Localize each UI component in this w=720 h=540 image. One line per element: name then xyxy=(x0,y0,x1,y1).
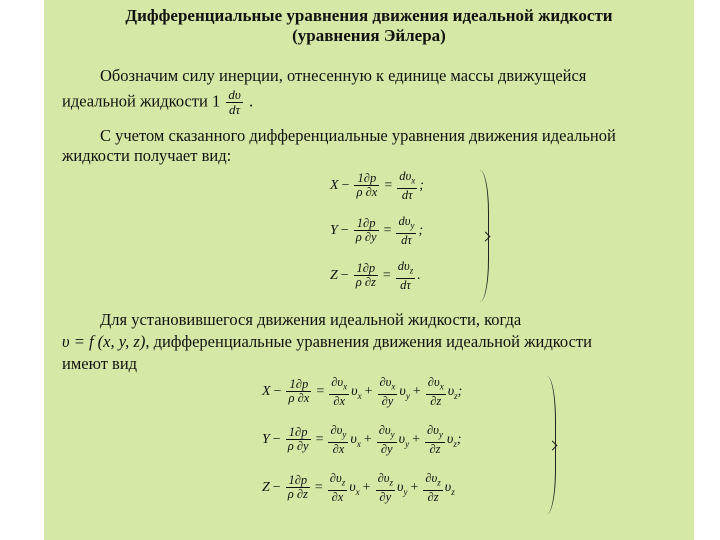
accel-num: $d\upsilon_y$ xyxy=(398,214,415,231)
euler-system-1 xyxy=(330,170,500,304)
inertia-frac-den: dτ xyxy=(229,102,241,117)
partial-derivative-den xyxy=(328,443,348,456)
equals-sign: = xyxy=(314,479,323,495)
grad-den: ρ ∂z xyxy=(287,487,308,502)
velocity-component: $\upsilon_y$ xyxy=(398,431,410,449)
system1-row-x xyxy=(330,170,424,202)
para1-line2 xyxy=(62,88,253,117)
system2-row-x xyxy=(262,376,462,408)
pressure-gradient-den xyxy=(286,488,310,501)
accel-num-sub: z xyxy=(409,265,414,276)
equals-sign: = xyxy=(315,431,324,447)
acceleration-den xyxy=(396,279,416,292)
para1-line2-text: идеальной жидкости 1 xyxy=(62,91,221,111)
grad-den: ρ ∂x xyxy=(356,185,378,200)
row-end: . xyxy=(417,267,421,283)
partial-derivative xyxy=(328,424,348,456)
deriv-den: ∂x xyxy=(331,489,344,504)
velocity-component-sub: x xyxy=(355,486,360,497)
pressure-gradient xyxy=(286,426,311,453)
grad-num: 1∂p xyxy=(288,425,308,440)
lhs-force: Z xyxy=(262,479,270,495)
equals-sign: = xyxy=(384,177,393,193)
velocity-component: $\upsilon_z$ xyxy=(444,479,455,497)
para3-line2-text: , дифференциальные уравнения движения идеальной жидкости xyxy=(145,332,592,351)
velocity-component: $\upsilon_x$ xyxy=(351,383,362,401)
partial-derivative-den xyxy=(426,395,446,408)
velocity-component-sub: z xyxy=(453,438,457,449)
deriv-den: ∂y xyxy=(380,441,393,456)
deriv-num: $\partial\upsilon_z$ xyxy=(377,471,393,488)
grad-den: ρ ∂x xyxy=(288,391,310,406)
accel-den: dτ xyxy=(401,232,412,247)
inertia-fraction xyxy=(226,88,242,117)
velocity-component-sub: x xyxy=(357,390,362,401)
minus-sign: − xyxy=(272,479,281,495)
accel-num: $d\upsilon_z$ xyxy=(397,259,414,276)
para2-line1: С учетом сказанного дифференциальные уравнения движения идеальной xyxy=(100,126,616,145)
pressure-gradient-num xyxy=(286,426,311,440)
partial-derivative-num xyxy=(376,472,395,491)
velocity-component: $\upsilon_y$ xyxy=(399,383,410,401)
partial-derivative-den xyxy=(329,395,349,408)
acceleration-num xyxy=(397,170,417,189)
accel-num-sub: y xyxy=(410,220,415,231)
row-end: ; xyxy=(418,222,424,238)
deriv-num-sub: z xyxy=(341,477,346,488)
grad-num: 1∂p xyxy=(289,377,309,392)
deriv-num: $\partial\upsilon_y$ xyxy=(378,423,395,440)
velocity-component: $\upsilon_x$ xyxy=(350,431,361,449)
minus-sign: − xyxy=(340,267,349,283)
acceleration xyxy=(396,260,416,292)
deriv-num-sub: y xyxy=(342,429,347,440)
equals-sign: = xyxy=(316,383,325,399)
velocity-component: $\upsilon_x$ xyxy=(349,479,360,497)
lhs-force: Y xyxy=(262,431,270,447)
pressure-gradient-den xyxy=(354,276,378,289)
partial-derivative xyxy=(426,376,446,408)
system1-row-y xyxy=(330,215,423,247)
partial-derivative-num xyxy=(377,424,397,443)
pressure-gradient-den xyxy=(354,231,379,244)
velocity-component: $\upsilon_z$ xyxy=(447,383,458,401)
para1-line2-suffix: . xyxy=(248,91,254,111)
plus-sign: + xyxy=(410,479,419,495)
deriv-num-sub: z xyxy=(389,477,393,488)
deriv-num-sub: z xyxy=(437,477,441,488)
deriv-den: ∂z xyxy=(427,489,439,504)
accel-den: dτ xyxy=(401,187,413,202)
grad-num: 1∂p xyxy=(288,473,308,488)
lhs-force: X xyxy=(262,383,271,399)
slide-title-line1: Дифференциальные уравнения движения идеальной жидкости xyxy=(125,6,613,25)
para3-line1: Для установившегося движения идеальной жидкости, когда xyxy=(100,310,522,329)
velocity-component-sub: x xyxy=(356,438,361,449)
partial-derivative-den xyxy=(377,443,397,456)
deriv-den: ∂z xyxy=(430,393,442,408)
plus-sign: + xyxy=(364,383,373,399)
velocity-condition: υ = f (x, y, z) xyxy=(62,332,146,351)
velocity-component-sub: y xyxy=(403,486,408,497)
deriv-num: $\partial\upsilon_x$ xyxy=(379,375,396,392)
partial-derivative-den xyxy=(378,395,398,408)
para2-line2: жидкости получает вид: xyxy=(62,146,232,165)
deriv-num-sub: y xyxy=(390,429,395,440)
partial-derivative xyxy=(377,424,397,456)
minus-sign: − xyxy=(273,383,282,399)
grad-den: ρ ∂z xyxy=(355,275,376,290)
velocity-component-sub: z xyxy=(454,390,458,401)
deriv-num-sub: x xyxy=(439,381,444,392)
pressure-gradient xyxy=(354,172,379,199)
pressure-gradient-den xyxy=(354,186,379,199)
deriv-num: $\partial\upsilon_x$ xyxy=(427,375,444,392)
grad-den: ρ ∂y xyxy=(355,230,377,245)
row-end: ; xyxy=(456,431,462,447)
velocity-component: $\upsilon_y$ xyxy=(397,479,408,497)
deriv-num: $\partial\upsilon_z$ xyxy=(329,471,346,488)
inertia-frac-num: dυ xyxy=(228,87,241,102)
partial-derivative xyxy=(425,424,445,456)
partial-derivative-num xyxy=(378,376,398,395)
pressure-gradient-num xyxy=(354,172,379,186)
para3-line3: имеют вид xyxy=(62,354,138,373)
pressure-gradient xyxy=(354,262,378,289)
deriv-den: ∂x xyxy=(332,441,345,456)
deriv-num: $\partial\upsilon_x$ xyxy=(331,375,348,392)
velocity-component: $\upsilon_z$ xyxy=(446,431,457,449)
pressure-gradient xyxy=(286,474,310,501)
partial-derivative-den xyxy=(376,491,395,504)
para3-line2 xyxy=(62,332,592,352)
pressure-gradient-num xyxy=(286,474,310,488)
minus-sign: − xyxy=(272,431,281,447)
deriv-num-sub: y xyxy=(438,429,443,440)
deriv-den: ∂y xyxy=(379,489,392,504)
deriv-den: ∂y xyxy=(381,393,394,408)
lhs-force: Y xyxy=(330,222,338,238)
grad-den: ρ ∂y xyxy=(287,439,309,454)
velocity-component-sub: y xyxy=(405,390,410,401)
partial-derivative-num xyxy=(423,472,442,491)
minus-sign: − xyxy=(341,177,350,193)
system2-row-z xyxy=(262,472,455,504)
system1-row-z xyxy=(330,260,421,292)
partial-derivative-den xyxy=(328,491,347,504)
deriv-num: $\partial\upsilon_z$ xyxy=(425,471,441,488)
pressure-gradient-num xyxy=(286,378,311,392)
acceleration xyxy=(397,170,417,202)
deriv-num: $\partial\upsilon_y$ xyxy=(427,423,443,440)
pressure-gradient xyxy=(354,217,379,244)
row-end: ; xyxy=(457,383,463,399)
grad-num: 1∂p xyxy=(356,216,376,231)
pressure-gradient xyxy=(286,378,311,405)
slide-title-line2: (уравнения Эйлера) xyxy=(292,26,446,45)
deriv-den: ∂z xyxy=(429,441,441,456)
plus-sign: + xyxy=(412,383,421,399)
acceleration xyxy=(396,215,416,247)
partial-derivative-num xyxy=(328,472,347,491)
pressure-gradient-num xyxy=(354,262,378,276)
plus-sign: + xyxy=(412,431,420,447)
para1-line1: Обозначим силу инерции, отнесенную к единице массы движущейся xyxy=(100,66,587,85)
partial-derivative-num xyxy=(425,424,445,443)
system2-row-y xyxy=(262,424,462,456)
deriv-den: ∂x xyxy=(333,393,346,408)
deriv-num-sub: x xyxy=(391,381,396,392)
acceleration-num xyxy=(396,215,416,234)
partial-derivative xyxy=(329,376,349,408)
partial-derivative-num xyxy=(329,376,349,395)
equals-sign: = xyxy=(383,222,392,238)
lhs-force: X xyxy=(330,177,339,193)
acceleration-den xyxy=(397,189,417,202)
plus-sign: + xyxy=(363,431,372,447)
pressure-gradient-den xyxy=(286,392,311,405)
acceleration-num xyxy=(396,260,416,279)
pressure-gradient-den xyxy=(286,440,311,453)
grad-num: 1∂p xyxy=(357,171,377,186)
accel-num: $d\upsilon_x$ xyxy=(399,169,416,186)
partial-derivative-den xyxy=(425,443,445,456)
deriv-num-sub: x xyxy=(343,381,348,392)
lhs-force: Z xyxy=(330,267,338,283)
velocity-component-sub: z xyxy=(451,486,455,497)
grad-num: 1∂p xyxy=(356,261,376,276)
plus-sign: + xyxy=(362,479,371,495)
partial-derivative xyxy=(376,472,395,504)
accel-den: dτ xyxy=(400,277,411,292)
pressure-gradient-num xyxy=(354,217,379,231)
slide xyxy=(44,0,694,540)
minus-sign: − xyxy=(340,222,349,238)
acceleration-den xyxy=(396,234,416,247)
accel-num-sub: x xyxy=(411,175,416,186)
row-end: ; xyxy=(419,177,424,193)
partial-derivative xyxy=(423,472,442,504)
velocity-component-sub: y xyxy=(405,438,410,449)
euler-system-2 xyxy=(262,376,562,516)
deriv-num: $\partial\upsilon_y$ xyxy=(330,423,347,440)
partial-derivative-num xyxy=(426,376,446,395)
partial-derivative xyxy=(328,472,347,504)
partial-derivative-den xyxy=(423,491,442,504)
partial-derivative xyxy=(378,376,398,408)
equals-sign: = xyxy=(382,267,391,283)
partial-derivative-num xyxy=(328,424,348,443)
